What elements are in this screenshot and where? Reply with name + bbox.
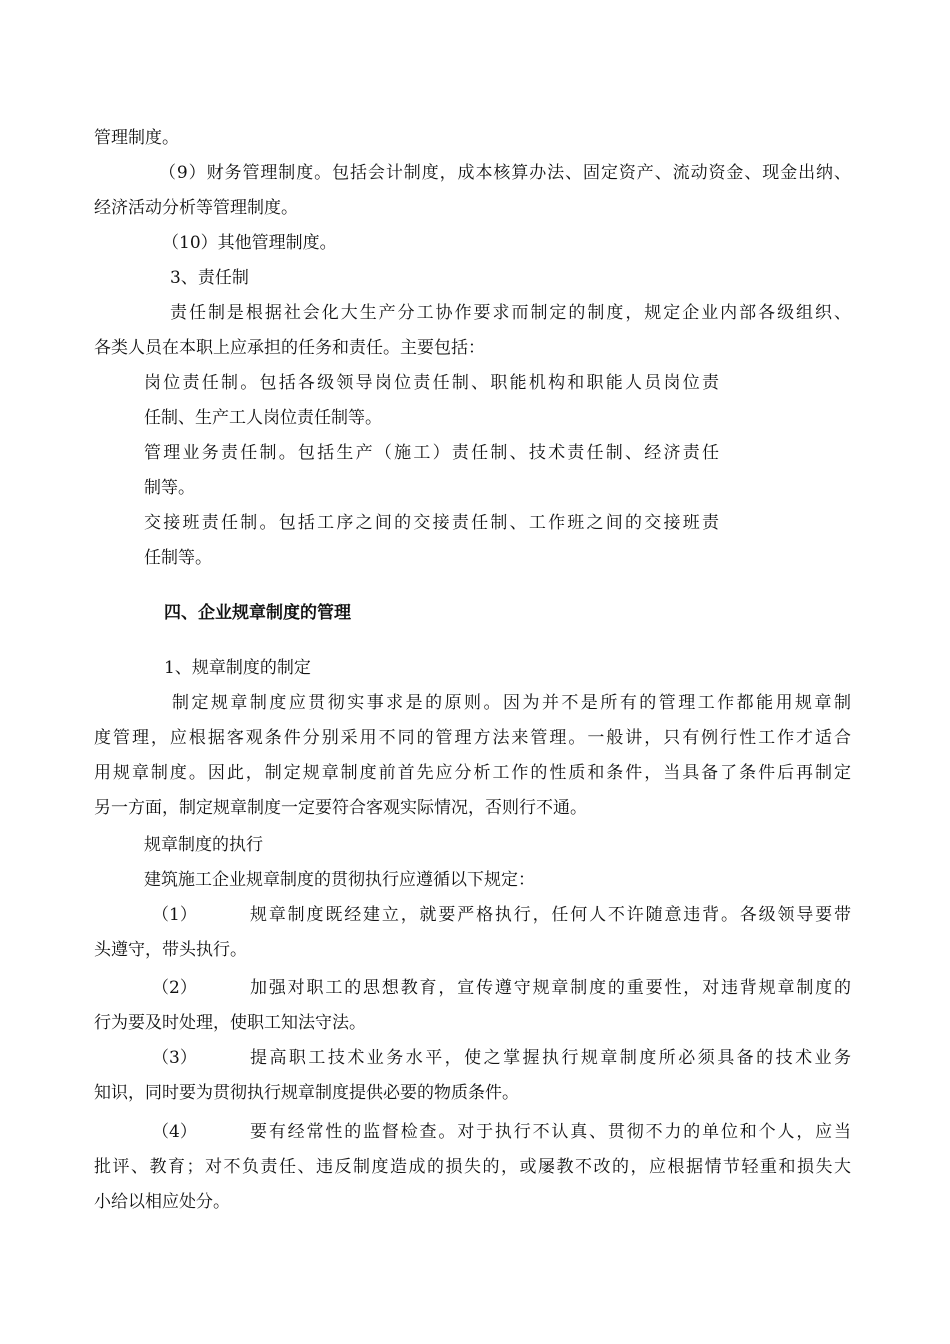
paragraph-line: 另一方面，制定规章制度一定要符合客观实际情况，否则行不通。 — [94, 798, 587, 818]
intro-line: 建筑施工企业规章制度的贯彻执行应遵循以下规定： — [144, 870, 535, 890]
text-line: （9）财务管理制度。包括会计制度，成本核算办法、固定资产、流动资金、现金出纳、 — [159, 163, 851, 183]
list-item-line: 批评、教育；对不负责任、违反制度造成的损失的，或屡教不改的，应根据情节轻重和损失大 — [94, 1157, 851, 1177]
list-item-number: （3） — [152, 1048, 197, 1068]
list-item-number: （1） — [152, 905, 197, 925]
text-line: 责任制是根据社会化大生产分工协作要求而制定的制度，规定企业内部各级组织、 — [170, 303, 851, 323]
text-line: 任制、生产工人岗位责任制等。 — [144, 408, 382, 428]
list-item-number: （2） — [152, 978, 197, 998]
text-line: 岗位责任制。包括各级领导岗位责任制、职能机构和职能人员岗位责 — [144, 373, 719, 393]
paragraph-line: 度管理，应根据客观条件分别采用不同的管理方法来管理。一般讲，只有例行性工作才适合 — [94, 728, 851, 748]
text-line: 3、责任制 — [170, 268, 249, 288]
list-item-number: （4） — [152, 1122, 197, 1142]
text-line: 各类人员在本职上应承担的任务和责任。主要包括： — [94, 338, 485, 358]
list-item-line: 小给以相应处分。 — [94, 1192, 230, 1212]
list-item-line: 加强对职工的思想教育，宣传遵守规章制度的重要性，对违背规章制度的 — [250, 978, 851, 998]
sub-heading: 1、规章制度的制定 — [164, 658, 311, 678]
paragraph-line: 制定规章制度应贯彻实事求是的原则。因为并不是所有的管理工作都能用规章制 — [172, 693, 851, 713]
paragraph-line: 用规章制度。因此，制定规章制度前首先应分析工作的性质和条件，当具备了条件后再制定 — [94, 763, 851, 783]
text-line: 任制等。 — [144, 548, 212, 568]
text-line: 管理业务责任制。包括生产（施工）责任制、技术责任制、经济责任 — [144, 443, 719, 463]
sub-heading: 规章制度的执行 — [144, 835, 263, 855]
list-item-line: 知识，同时要为贯彻执行规章制度提供必要的物质条件。 — [94, 1083, 519, 1103]
list-item-line: 行为要及时处理，使职工知法守法。 — [94, 1013, 366, 1033]
text-line: 交接班责任制。包括工序之间的交接责任制、工作班之间的交接班责 — [144, 513, 719, 533]
text-line: 制等。 — [144, 478, 195, 498]
list-item-line: 头遵守，带头执行。 — [94, 940, 247, 960]
section-heading: 四、企业规章制度的管理 — [164, 603, 351, 623]
list-item-line: 要有经常性的监督检查。对于执行不认真、贯彻不力的单位和个人，应当 — [250, 1122, 851, 1142]
text-line: （10）其他管理制度。 — [162, 233, 337, 253]
text-line: 管理制度。 — [94, 128, 179, 148]
list-item-line: 提高职工技术业务水平，使之掌握执行规章制度所必须具备的技术业务 — [250, 1048, 851, 1068]
list-item-line: 规章制度既经建立，就要严格执行，任何人不许随意违背。各级领导要带 — [250, 905, 851, 925]
text-line: 经济活动分析等管理制度。 — [94, 198, 298, 218]
